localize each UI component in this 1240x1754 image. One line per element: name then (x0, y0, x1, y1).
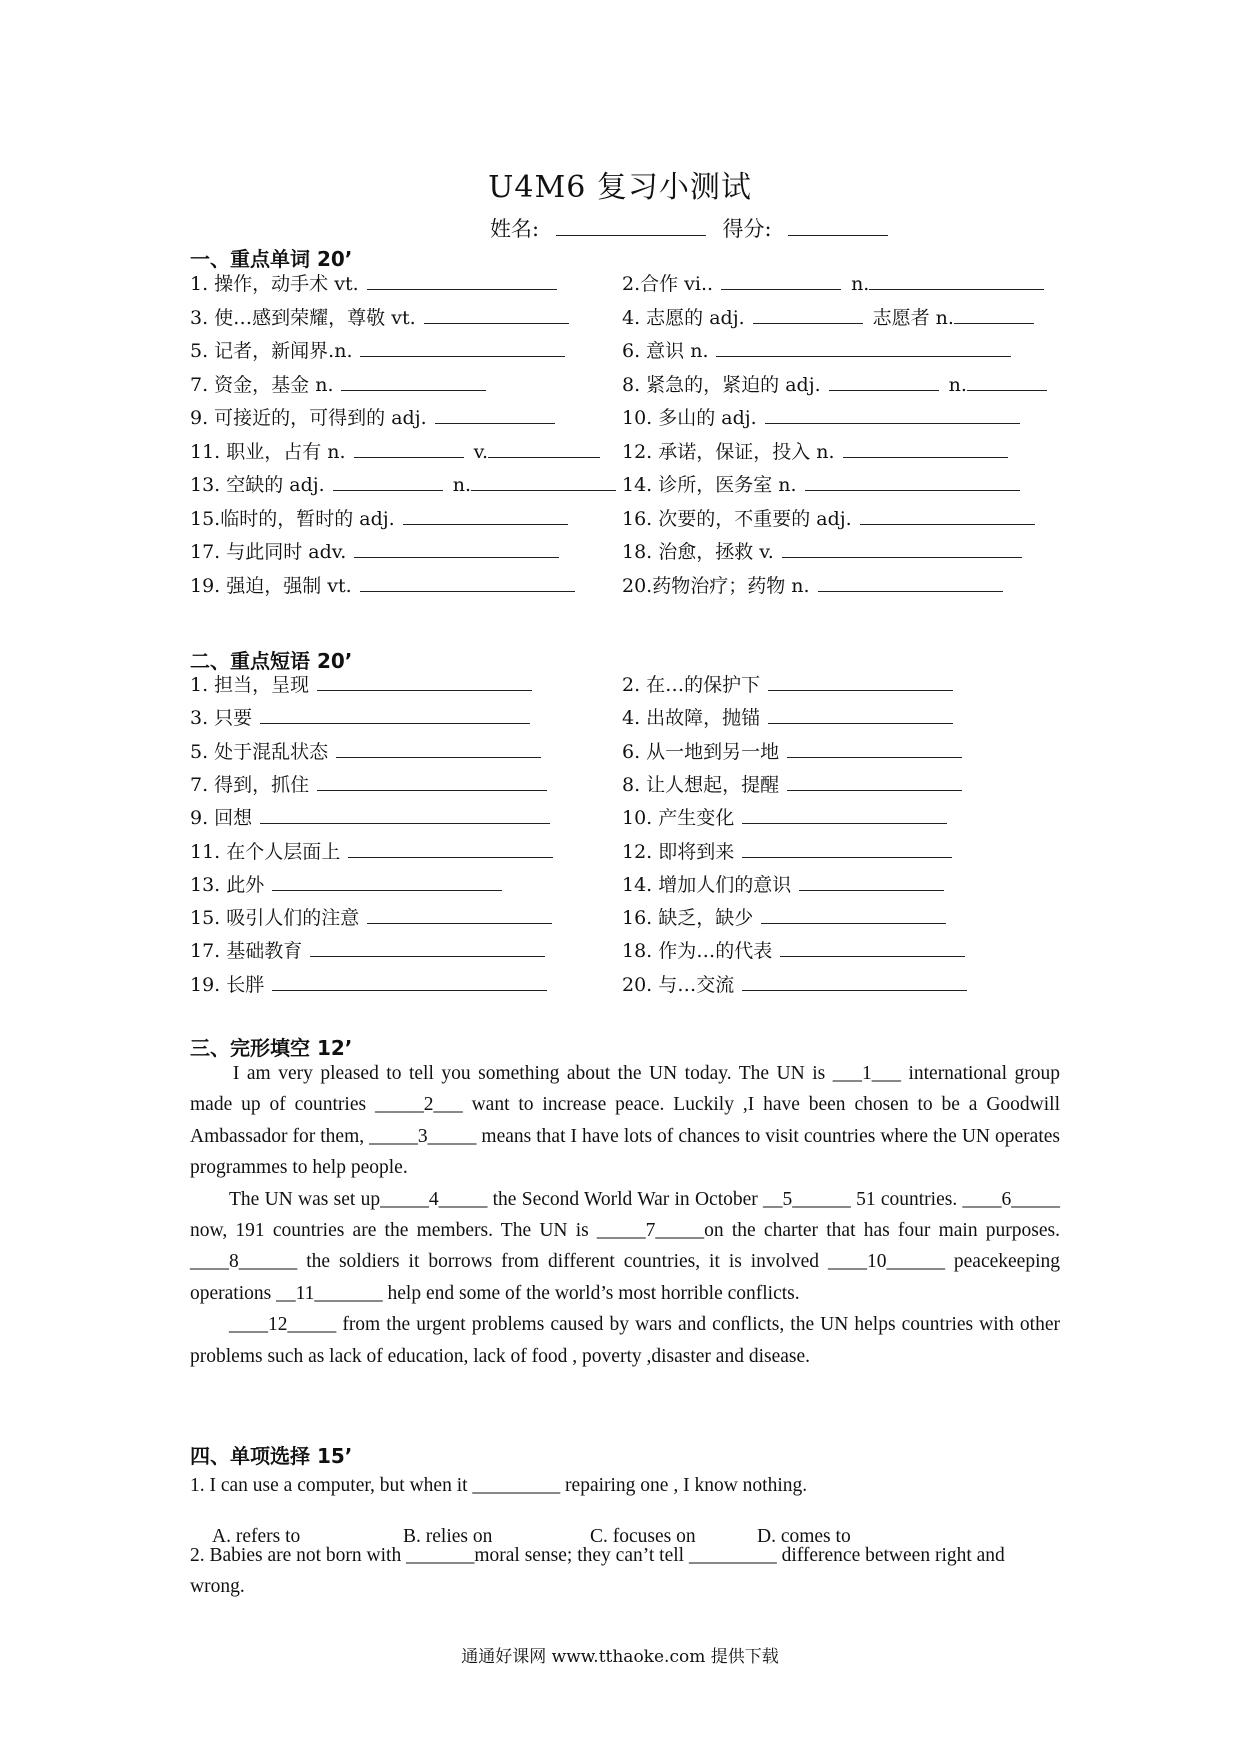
vocab-item-10-blank[interactable] (765, 406, 1020, 424)
vocab-item-19 (190, 574, 575, 598)
vocab-item-1 (190, 272, 557, 296)
phrase-item-19 (190, 973, 547, 997)
phrase-item-20-blank[interactable] (742, 973, 967, 991)
phrase-item-6-blank[interactable] (787, 740, 962, 758)
vocab-item-14 (622, 473, 1020, 497)
section3-heading: 三、完形填空 12’ (190, 1036, 353, 1060)
phrase-item-19-blank[interactable] (272, 973, 547, 991)
vocab-item-11-label: 11. 职业，占有 n. (190, 440, 346, 463)
phrase-item-9-blank[interactable] (260, 806, 550, 824)
phrase-item-17 (190, 939, 545, 963)
vocab-item-8-second-blank[interactable] (967, 373, 1047, 391)
page-title: U4M6 复习小测试 (488, 170, 752, 205)
vocab-item-16-label: 16. 次要的，不重要的 adj. (622, 507, 852, 530)
vocab-item-13-blank[interactable] (333, 473, 443, 491)
cloze-paragraph-3: ____12_____ from the urgent problems caused by wars and conflicts, the UN helps countries with other problems such as lack of education, lack of food , poverty ,disaster and disease. (190, 1314, 1060, 1367)
vocab-item-13-second-blank[interactable] (471, 473, 616, 491)
phrase-item-18 (622, 939, 965, 963)
vocab-item-12-label: 12. 承诺，保证，投入 n. (622, 440, 835, 463)
vocab-item-2-second-label: n. (851, 273, 870, 295)
vocab-item-8-label: 8. 紧急的，紧迫的 adj. (622, 373, 821, 396)
phrase-item-11 (190, 840, 553, 864)
phrase-item-10-blank[interactable] (742, 806, 947, 824)
q1-option-b[interactable]: B. relies on (403, 1526, 493, 1547)
phrase-item-7-blank[interactable] (317, 773, 547, 791)
vocab-item-3-blank[interactable] (424, 306, 569, 324)
phrase-item-4-label: 4. 出故障，抛锚 (622, 707, 761, 730)
phrase-item-16 (622, 906, 946, 930)
vocab-item-19-label: 19. 强迫，强制 vt. (190, 574, 352, 597)
vocab-item-10 (622, 406, 1020, 430)
vocab-item-11-second-label: v. (473, 440, 489, 463)
phrase-item-20-label: 20. 与…交流 (622, 973, 735, 996)
vocab-item-17-blank[interactable] (354, 540, 559, 558)
vocab-item-1-label: 1. 操作，动手术 vt. (190, 273, 359, 295)
vocab-item-4-blank[interactable] (753, 306, 863, 324)
vocab-item-18-label: 18. 治愈，拯救 v. (622, 541, 774, 563)
vocab-item-12-blank[interactable] (843, 440, 1008, 458)
phrase-item-12 (622, 840, 952, 864)
phrase-item-2-blank[interactable] (768, 673, 953, 691)
phrase-item-10 (622, 806, 947, 830)
cloze-passage (190, 1058, 1060, 1372)
phrase-item-13-blank[interactable] (272, 873, 502, 891)
vocab-item-7-label: 7. 资金，基金 n. (190, 373, 334, 396)
phrase-item-2-label: 2. 在…的保护下 (622, 674, 761, 696)
vocab-item-11 (190, 440, 600, 464)
vocab-item-13-label: 13. 空缺的 adj. (190, 474, 325, 496)
phrase-item-19-label: 19. 长胖 (190, 973, 265, 996)
section2-heading: 二、重点短语 20’ (190, 649, 353, 673)
vocab-item-11-blank[interactable] (354, 440, 464, 458)
section4-heading: 四、单项选择 15’ (190, 1444, 353, 1468)
vocab-item-17 (190, 540, 559, 564)
phrase-item-3 (190, 706, 530, 730)
vocab-item-4-second-blank[interactable] (954, 306, 1034, 324)
phrase-item-17-blank[interactable] (310, 939, 545, 957)
phrase-item-16-blank[interactable] (761, 906, 946, 924)
phrase-item-14-label: 14. 增加人们的意识 (622, 873, 792, 896)
phrase-item-8-blank[interactable] (787, 773, 962, 791)
vocab-item-9 (190, 406, 555, 430)
vocab-item-8 (622, 373, 1047, 397)
vocab-item-20-blank[interactable] (818, 574, 1003, 592)
vocab-item-11-second-blank[interactable] (488, 440, 600, 458)
phrase-item-2 (622, 673, 953, 697)
vocab-item-7 (190, 373, 486, 397)
phrase-item-1-label: 1. 担当，呈现 (190, 674, 310, 696)
vocab-item-6 (622, 339, 1011, 363)
phrase-item-3-blank[interactable] (260, 706, 530, 724)
phrase-item-17-label: 17. 基础教育 (190, 940, 303, 963)
phrase-item-18-label: 18. 作为…的代表 (622, 940, 773, 963)
phrase-item-18-blank[interactable] (780, 939, 965, 957)
phrase-item-4-blank[interactable] (768, 706, 953, 724)
phrase-item-5-label: 5. 处于混乱状态 (190, 740, 329, 763)
vocab-item-14-label: 14. 诊所，医务室 n. (622, 474, 797, 496)
vocab-item-2-second-blank[interactable] (869, 272, 1044, 290)
phrase-item-13-label: 13. 此外 (190, 873, 265, 896)
phrase-item-7-label: 7. 得到，抓住 (190, 773, 310, 796)
vocab-item-15-label: 15.临时的，暂时的 adj. (190, 507, 395, 530)
phrase-item-14 (622, 873, 944, 897)
vocab-item-5 (190, 339, 565, 363)
cloze-paragraph-1: I am very pleased to tell you something about the UN today. The UN is ___1___ international group made up of countries _____2___ want to increase peace. Luckily ,I have been chosen to be a Goodwill Ambassador for them, _____3_____ means that I have lots of chances to visit countries where the UN operates programmes to help people. (190, 1063, 1060, 1179)
phrase-item-11-blank[interactable] (348, 840, 553, 858)
phrase-item-9-label: 9. 回想 (190, 807, 253, 830)
phrase-item-8-label: 8. 让人想起，提醒 (622, 773, 780, 796)
phrase-item-7 (190, 773, 547, 797)
vocab-item-2 (622, 272, 1044, 296)
vocab-item-5-label: 5. 记者，新闻界.n. (190, 340, 353, 362)
vocab-item-4-second-label: 志愿者 n. (872, 306, 954, 329)
phrase-item-3-label: 3. 只要 (190, 707, 253, 730)
vocab-item-10-label: 10. 多山的 adj. (622, 407, 757, 429)
q1-option-c[interactable]: C. focuses on (590, 1526, 696, 1547)
phrase-item-11-label: 11. 在个人层面上 (190, 840, 341, 863)
question-1: 1. I can use a computer, but when it _________ repairing one , I know nothing. (190, 1475, 808, 1496)
vocab-item-4-label: 4. 志愿的 adj. (622, 306, 745, 329)
footer-credit: 通通好课网 www.tthaoke.com 提供下载 (461, 1647, 779, 1667)
vocab-item-15-blank[interactable] (403, 507, 568, 525)
vocab-item-16 (622, 507, 1035, 531)
vocab-item-18-blank[interactable] (782, 540, 1022, 558)
phrase-item-13 (190, 873, 502, 897)
score-field[interactable] (788, 217, 888, 236)
vocab-item-16-blank[interactable] (860, 507, 1035, 525)
phrase-item-6-label: 6. 从一地到另一地 (622, 740, 780, 763)
phrase-item-15-blank[interactable] (367, 906, 552, 924)
vocab-item-3 (190, 306, 569, 330)
vocab-item-6-label: 6. 意识 n. (622, 340, 709, 362)
name-field[interactable] (556, 217, 706, 236)
vocab-item-20-label: 20.药物治疗；药物 n. (622, 574, 810, 597)
phrase-item-15-label: 15. 吸引人们的注意 (190, 907, 360, 930)
vocab-item-15 (190, 507, 568, 531)
vocab-item-17-label: 17. 与此同时 adv. (190, 541, 347, 563)
vocab-item-7-blank[interactable] (341, 373, 486, 391)
vocab-item-5-blank[interactable] (360, 339, 565, 357)
vocab-item-2-label: 2.合作 vi.. (622, 273, 714, 295)
q1-option-d[interactable]: D. comes to (757, 1526, 851, 1547)
vocab-item-9-blank[interactable] (435, 406, 555, 424)
phrase-item-5-blank[interactable] (336, 740, 541, 758)
phrase-item-12-label: 12. 即将到来 (622, 840, 735, 863)
phrase-item-14-blank[interactable] (799, 873, 944, 891)
vocab-item-18 (622, 540, 1022, 564)
vocab-item-13-second-label: n. (452, 474, 471, 496)
vocab-item-19-blank[interactable] (360, 574, 575, 592)
vocab-item-20 (622, 574, 1003, 598)
vocab-item-8-second-label: n. (948, 373, 967, 396)
vocab-item-12 (622, 440, 1008, 464)
phrase-item-5 (190, 740, 541, 764)
name-score-row (490, 213, 888, 243)
vocab-item-8-blank[interactable] (829, 373, 939, 391)
phrase-item-15 (190, 906, 552, 930)
phrase-item-4 (622, 706, 953, 730)
vocab-item-13 (190, 473, 616, 497)
phrase-item-6 (622, 740, 962, 764)
vocab-item-3-label: 3. 使…感到荣耀，尊敬 vt. (190, 306, 416, 329)
question-2: 2. Babies are not born with _______moral sense; they can’t tell _________ difference between right and wrong. (190, 1545, 1005, 1598)
vocab-item-2-blank[interactable] (721, 272, 841, 290)
vocab-item-9-label: 9. 可接近的，可得到的 adj. (190, 407, 427, 429)
name-label: 姓名: (490, 217, 540, 241)
q1-option-a[interactable]: A. refers to (212, 1526, 301, 1547)
phrase-item-10-label: 10. 产生变化 (622, 807, 735, 830)
phrase-item-16-label: 16. 缺乏，缺少 (622, 907, 754, 930)
vocab-item-14-blank[interactable] (805, 473, 1020, 491)
section1-heading: 一、重点单词 20’ (190, 247, 353, 271)
phrase-item-8 (622, 773, 962, 797)
phrase-item-9 (190, 806, 550, 830)
vocab-item-1-blank[interactable] (367, 272, 557, 290)
vocab-item-6-blank[interactable] (716, 339, 1011, 357)
phrase-item-1 (190, 673, 532, 697)
score-label: 得分: (722, 217, 772, 241)
phrase-item-20 (622, 973, 967, 997)
cloze-paragraph-2: The UN was set up_____4_____ the Second World War in October __5______ 51 countries. ____6_____ now, 191 countries are the members. The UN is _____7_____on the charter that has four main purposes. ____8______ the soldiers it borrows from different countries, it is involved ____10______ peacekeeping operations __11_______ help end some of the world’s most horrible conflicts. (190, 1188, 1060, 1304)
phrase-item-1-blank[interactable] (317, 673, 532, 691)
phrase-item-12-blank[interactable] (742, 840, 952, 858)
vocab-item-4 (622, 306, 1034, 330)
